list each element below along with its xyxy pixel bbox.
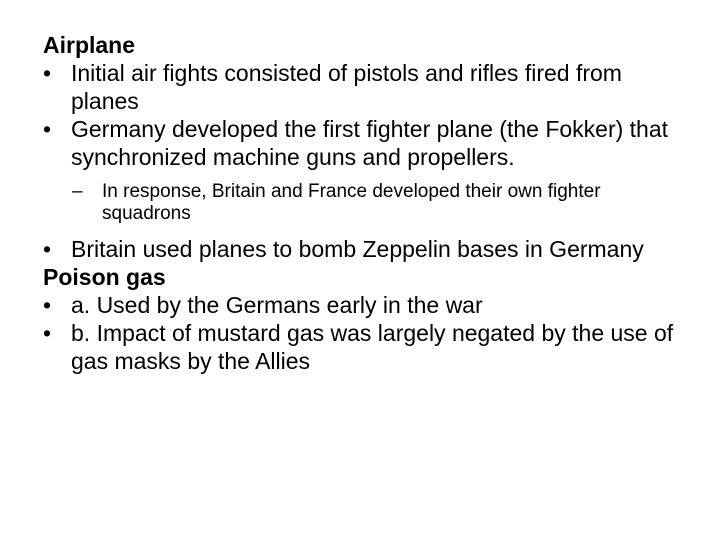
bullet-mark: • [43,320,52,346]
slide-content [43,31,683,375]
bullet-text: Initial air fights consisted of pistols and rifles fired from planes [71,60,622,114]
bullet-item [43,235,683,263]
bullet-item [43,291,683,319]
bullet-text: Britain used planes to bomb Zeppelin bases in Germany [71,236,644,262]
bullet-item [43,115,683,171]
bullet-mark: • [43,60,52,86]
sub-bullet-mark: – [72,181,83,202]
bullet-text: b. Impact of mustard gas was largely negated by the use of gas masks by the Allies [71,320,674,374]
section-heading-poison-gas: Poison gas [43,264,166,290]
bullet-mark: • [43,116,52,142]
bullet-mark: • [43,236,52,262]
bullet-text: Germany developed the first fighter plane (the Fokker) that synchronized machine guns and propellers. [71,116,669,170]
sub-bullet-item [43,181,683,225]
bullet-item [43,319,683,375]
section-heading-airplane: Airplane [43,32,136,58]
bullet-mark: • [43,292,52,318]
bullet-text: a. Used by the Germans early in the war [71,292,483,318]
sub-bullet-text: In response, Britain and France developed their own fighter squadrons [102,181,601,224]
bullet-item [43,59,683,115]
